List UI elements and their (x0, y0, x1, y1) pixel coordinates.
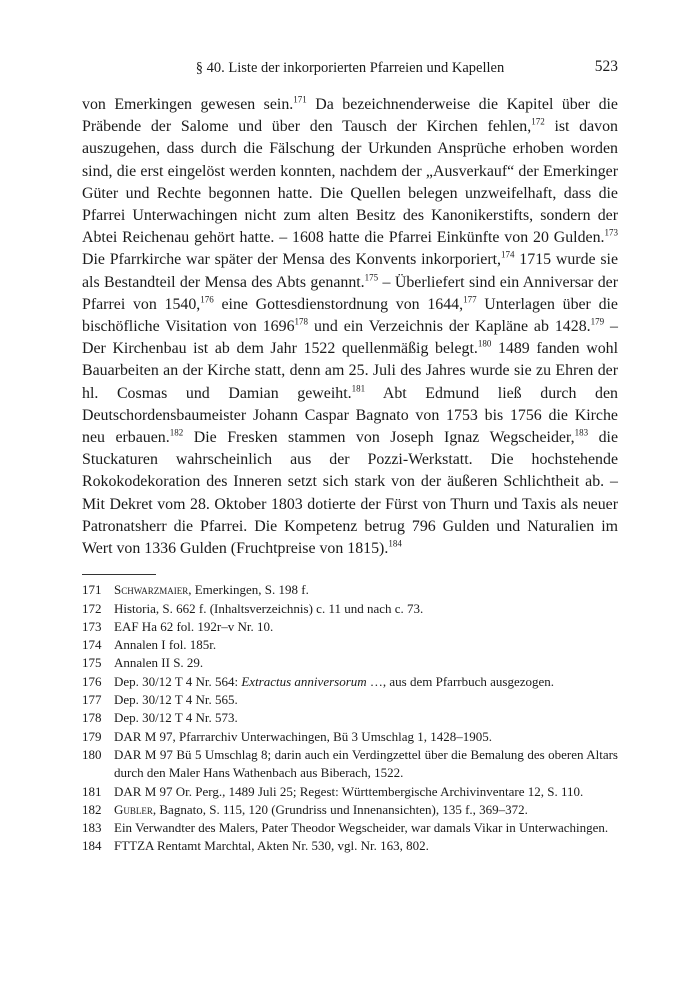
footnote-ref: 177 (463, 294, 477, 305)
footnote-divider (82, 574, 156, 575)
footnote (82, 600, 618, 618)
footnote-number: 173 (82, 618, 102, 634)
footnote-number: 184 (82, 838, 102, 854)
footnote-number: 182 (82, 801, 102, 817)
footnote (82, 673, 618, 691)
footnote-ref: 176 (200, 294, 214, 305)
footnote-number: 180 (82, 746, 102, 762)
page-header (82, 58, 618, 84)
footnote (82, 728, 618, 746)
footnote-ref: 172 (531, 116, 545, 127)
body-text-segment: eine Gottesdienstordnung von 1644, (213, 295, 464, 313)
document-page (82, 58, 618, 856)
footnote-text: Annalen II S. 29. (114, 655, 204, 671)
body-text-segment: Da bezeichnenderweise die Kapitel über die Präbende der Salome und über den Tausch der Kirchen fehlen, (82, 96, 618, 136)
body-paragraph (82, 94, 618, 560)
body-text-segment: und ein Verzeichnis der Kapläne ab 1428. (308, 318, 591, 336)
footnote (82, 746, 618, 783)
footnote-text: DAR M 97 Bü 5 Umschlag 8; darin auch ein Verdingzettel über die Bemalung des oberen Altars durch den Maler Hans Wathenbach aus Biberach, 1522. (114, 746, 618, 781)
footnote-ref: 171 (293, 94, 307, 105)
italic-title: Extractus anniversorum (241, 673, 367, 689)
footnote-ref: 174 (501, 250, 515, 261)
footnote-text (114, 581, 618, 599)
body-text-segment: 1489 fanden wohl Bauarbeiten an der Kirche statt, denn am 25. Juli des Jahres wurde sie zu Ehren der hl. Cosmas und Damian geweiht. (82, 340, 619, 402)
body-text-segment: 1715 wurde sie als Bestandteil der Mensa des Abts genannt. (82, 251, 619, 291)
author-name: Schwarzmaier (114, 582, 189, 598)
footnote-text: FTTZA Rentamt Marchtal, Akten Nr. 530, vgl. Nr. 163, 802. (114, 838, 429, 854)
footnote-ref: 178 (294, 316, 309, 327)
footnote (82, 636, 618, 654)
footnote-text: Dep. 30/12 T 4 Nr. 573. (114, 710, 238, 726)
footnote (82, 783, 618, 801)
footnote-ref: 182 (169, 427, 184, 438)
body-text-segment: von Emerkingen gewesen sein. (82, 96, 294, 113)
footnote-number: 176 (82, 673, 102, 689)
footnote (82, 801, 618, 819)
footnote-text-segment: Dep. 30/12 T 4 Nr. 564: (114, 673, 242, 689)
footnote-ref: 179 (590, 316, 605, 327)
body-text-segment: Abt Edmund ließ durch den Deutschordensbaumeister Johann Caspar Bagnato von 1753 bis 1756 die Kirche neu erbauen. (82, 384, 618, 447)
footnote-text: Dep. 30/12 T 4 Nr. 565. (114, 692, 238, 708)
footnote-number: 178 (82, 710, 102, 726)
footnote-text: EAF Ha 62 fol. 192r–v Nr. 10. (114, 618, 274, 634)
footnote-ref: 183 (574, 427, 589, 438)
footnote (82, 819, 618, 837)
footnote-number: 177 (82, 692, 102, 708)
footnotes (82, 581, 618, 855)
body-text-segment: Unterlagen über die bischöfliche Visitation von 1696 (82, 295, 618, 336)
footnote-ref: 184 (388, 538, 402, 549)
footnote-number: 181 (82, 783, 102, 799)
footnote-number: 172 (82, 600, 102, 616)
body-text-segment: Die Pfarrkirche war später der Mensa des Konvents inkorporiert, (82, 251, 502, 269)
page-number: 523 (594, 58, 618, 75)
footnote (82, 709, 618, 727)
running-title: § 40. Liste der inkorporierten Pfarreien und Kapellen (195, 60, 505, 76)
footnote (82, 837, 618, 855)
footnote-number: 175 (82, 655, 102, 671)
body-text-segment: die Stuckaturen wahrscheinlich aus der Pozzi-Werkstatt. Die hochstehende Rokokodekoration des Inneren setzt sich stark von der äußeren Schlichtheit ab. – Mit Dekret vom 28. Oktober 1803 dotierte der Fürst von Thurn und Taxis als neuer Patronatsherr die Pfarrei. Die Kompetenz betrug 796 Gulden und Naturalien im Wert von 1336 Gulden (Fruchtpreise von 1815). (82, 429, 619, 558)
footnote-text: Historia, S. 662 f. (Inhaltsverzeichnis) c. 11 und nach c. 73. (114, 600, 424, 616)
footnote-text: DAR M 97 Or. Perg., 1489 Juli 25; Regest: Württembergische Archivinventare 12, S. 110. (114, 783, 584, 799)
footnote-text-segment: , Bagnato, S. 115, 120 (Grundriss und Innenansichten), 135 f., 369–372. (152, 801, 528, 817)
author-name: Gubler (114, 801, 153, 817)
footnote-text (114, 801, 618, 819)
footnote (82, 654, 618, 672)
footnote-text-segment: …, aus dem Pfarrbuch ausgezogen. (366, 673, 555, 689)
footnote-text: DAR M 97, Pfarrarchiv Unterwachingen, Bü 3 Umschlag 1, 1428–1905. (114, 728, 493, 744)
footnote (82, 691, 618, 709)
footnote-number: 183 (82, 820, 102, 836)
footnote (82, 618, 618, 636)
body-text-segment: ist davon auszugehen, dass durch die Fälschung der Urkunden Ansprüche erhoben worden sind, die erst eingelöst werden konnten, nachdem der „Ausverkauf“ der Emerkinger Güter und Rechte begonnen hatte. Die Quellen belegen unzweifelhaft, dass die Pfarrei Unterwachingen nicht zum alten Besitz des Kanonikerstifts, sondern der Abtei Reichenau gehört hatte. – 1608 hatte die Pfarrei Einkünfte von 20 Gulden. (82, 118, 619, 247)
footnote-ref: 180 (477, 338, 492, 349)
footnote-number: 174 (82, 637, 102, 653)
footnote (82, 581, 618, 599)
footnote-text-segment: , Emerkingen, S. 198 f. (188, 582, 309, 598)
footnote-text (114, 673, 618, 691)
body-text-segment: – Der Kirchenbau ist ab dem Jahr 1522 quellenmäßig belegt. (82, 318, 619, 358)
footnote-ref: 173 (604, 227, 618, 238)
body-text-segment: Die Fresken stammen von Joseph Ignaz Wegscheider, (183, 429, 575, 447)
footnote-number: 179 (82, 728, 102, 744)
body-text-segment: – Überliefert sind ein Anniversar der Pfarrei von 1540, (82, 273, 618, 313)
footnote-number: 171 (82, 582, 102, 598)
footnote-ref: 181 (351, 383, 366, 394)
footnote-ref: 175 (364, 272, 379, 283)
footnote-text: Ein Verwandter des Malers, Pater Theodor Wegscheider, war damals Vikar in Unterwachingen. (114, 820, 609, 836)
footnote-text: Annalen I fol. 185r. (114, 637, 217, 653)
